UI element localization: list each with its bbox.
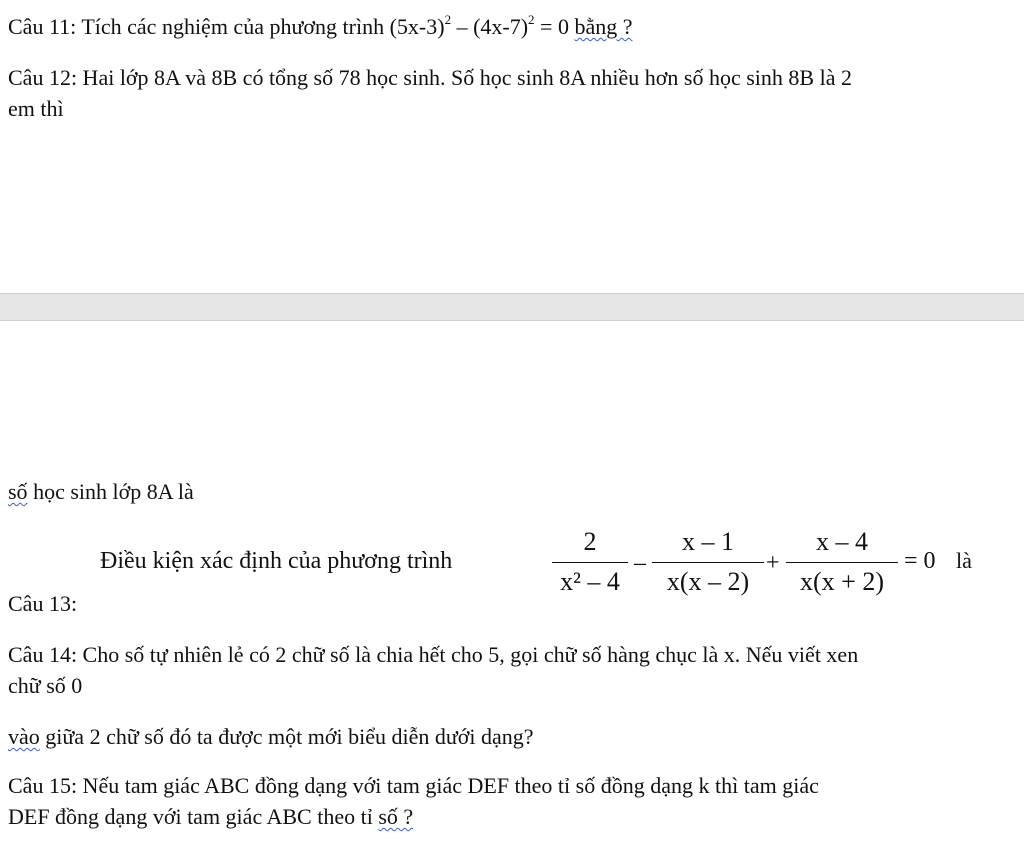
- q14-line3-start: vào: [8, 724, 40, 749]
- q11-exp-a: 2: [444, 11, 452, 27]
- q12-line3-start: số: [8, 479, 28, 504]
- q15-line2-text: DEF đồng dạng với tam giác ABC theo tỉ: [8, 804, 379, 829]
- fraction-3-denominator: x(x + 2): [800, 567, 884, 596]
- question-12-line-3: [8, 477, 194, 507]
- question-15-line-1: Câu 15: Nếu tam giác ABC đồng dạng với tam giác DEF theo tỉ số đồng dạng k thì tam giác: [8, 773, 819, 798]
- equals-zero: = 0: [904, 548, 936, 574]
- question-12-line-1: Câu 12: Hai lớp 8A và 8B có tổng số 78 học sinh. Số học sinh 8A nhiều hơn số học sinh 8B là 2: [8, 65, 852, 90]
- q11-tail: = 0: [534, 14, 575, 39]
- q13-tail: là: [956, 548, 972, 573]
- question-14-line-1: Câu 14: Cho số tự nhiên lẻ có 2 chữ số là chia hết cho 5, gọi chữ số hàng chục là x. Nếu viết xen: [8, 642, 859, 667]
- question-13-lead: Điều kiện xác định của phương trình: [100, 548, 453, 574]
- operator-minus: –: [634, 550, 646, 576]
- question-14-line-3: [8, 722, 534, 752]
- fraction-2-numerator: x – 1: [682, 527, 734, 556]
- fraction-1-denominator: x² – 4: [560, 567, 620, 596]
- fraction-2-denominator: x(x – 2): [666, 567, 750, 596]
- fraction-3: [786, 527, 898, 599]
- q11-exp-b: 2: [528, 11, 535, 27]
- fraction-1-bar: [552, 562, 628, 563]
- operator-plus: +: [766, 550, 780, 576]
- question-11: [8, 12, 633, 42]
- fraction-1-numerator: 2: [583, 527, 597, 556]
- q14-line3-rest: giữa 2 chữ số đó ta được một mới biểu diễn dưới dạng?: [39, 724, 534, 749]
- q11-expr-a: (5x-3): [389, 14, 445, 39]
- q12-line3-rest: học sinh lớp 8A là: [27, 479, 194, 504]
- question-13-label: Câu 13:: [8, 591, 78, 616]
- q11-minus: – (4x-7): [451, 14, 529, 39]
- fraction-2-bar: [652, 562, 764, 563]
- fraction-1: [552, 527, 628, 599]
- q11-text: Câu 11: Tích các nghiệm của phương trình: [8, 14, 390, 39]
- fraction-3-bar: [786, 562, 898, 563]
- fraction-3-numerator: x – 4: [816, 527, 868, 556]
- question-12-line-2: em thì: [8, 96, 64, 121]
- fraction-2: [652, 527, 764, 599]
- q11-end: bằng ?: [574, 14, 633, 39]
- question-15-line-2: [8, 802, 413, 832]
- page-break-bar: [0, 293, 1024, 321]
- q15-line2-end: số ?: [378, 804, 414, 829]
- question-14-line-2: chữ số 0: [8, 673, 83, 698]
